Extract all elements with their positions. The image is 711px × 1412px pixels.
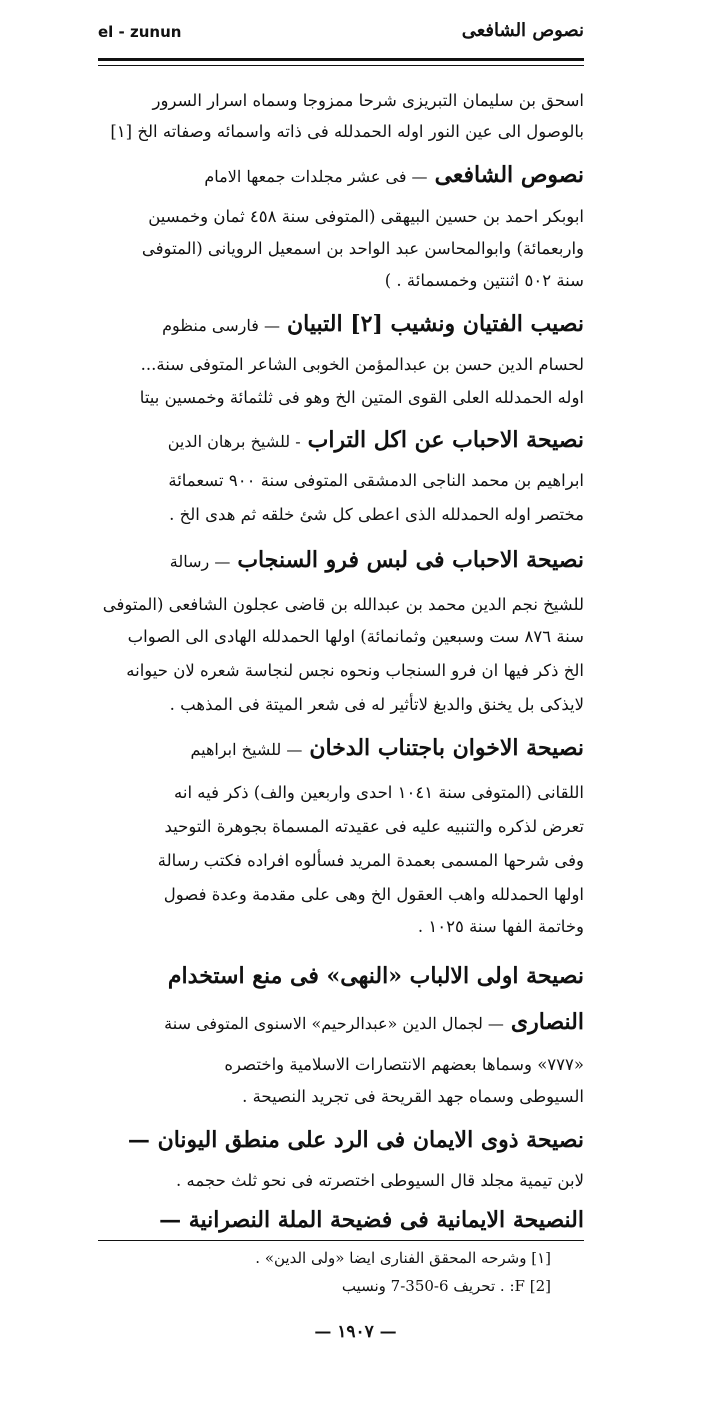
entry-title-rest: - للشيخ برهان الدين [167, 432, 301, 451]
entry-title: نصيحة الاخوان باجتناب الدخان [309, 735, 584, 761]
text-line: لابن تيمية مجلد قال السيوطى اختصرته فى نحو ثلث حجمه . [176, 1171, 584, 1190]
entry-title-rest: — لجمال الدين «عبدالرحيم» الاسنوى المتوفى سنة [164, 1014, 504, 1033]
text-line: تعرض لذكره والتنبيه عليه فى عقيدته المسماة بجوهرة التوحيد [164, 817, 584, 836]
entry-title: نصيحة الاحباب فى لبس فرو السنجاب [237, 547, 584, 573]
text-line: اسحق بن سليمان التبريزى شرحا ممزوجا وسماه اسرار السرور [152, 91, 584, 110]
footnote: [١] وشرحه المحقق الفنارى ايضا «ولى الدين» . [255, 1249, 551, 1267]
text-line: سنة ٥٠٢ اثنتين وخمسمائة . ) [384, 271, 584, 290]
entry-title: نصيحة الاحباب عن اكل التراب [307, 427, 584, 453]
text-line: اولها الحمدلله واهب العقول الخ وهى على مقدمة وعدة فصول [163, 885, 584, 904]
entry-title: النصيحة الايمانية فى فضيحة الملة النصرانية — [159, 1207, 584, 1233]
text-line: بالوصول الى عين النور اوله الحمدلله فى ذاته واسمائه وصفاته الخ [١] [110, 122, 584, 141]
entry-heading [98, 1120, 584, 1160]
footnote-mark: [2] [529, 1277, 551, 1295]
text-line: وخاتمة الفها سنة ١٠٢٥ . [417, 917, 584, 936]
entry-heading [98, 420, 584, 460]
entry-heading [98, 540, 584, 580]
entry-title: نصيحة ذوى الايمان فى الرد على منطق اليونان — [127, 1127, 584, 1153]
entry-title-rest: — رسالة [169, 552, 231, 571]
entry-title-rest: — للشيخ ابراهيم [190, 740, 303, 759]
text-line: الخ ذكر فيها ان فرو السنجاب ونحوه نجس لنجاسة شعره لان حيوانه [126, 661, 584, 680]
footnote [342, 1274, 551, 1298]
running-head-left: el - zunun [98, 23, 182, 41]
text-line: لحسام الدين حسن بن عبدالمؤمن الخوبى الشاعر المتوفى سنة... [140, 355, 584, 374]
entry-heading [98, 728, 584, 768]
text-line: ابوبكر احمد بن حسين البيهقى (المتوفى سنة ٤٥٨ ثمان وخمسين [148, 207, 584, 226]
entry-heading [98, 304, 584, 344]
text-line: «٧٧٧» وسماها بعضهم الانتصارات الاسلامية واختصره [224, 1055, 584, 1074]
footnote-text: . تحريف 6-350-7 ونسيب [341, 1277, 505, 1295]
text-line: مختصر اوله الحمدلله الذى اعطى كل شئ خلقه ثم هدى الخ . [169, 505, 584, 524]
entry-title: نصيب الفتيان ونشيب [٢] التبيان [286, 311, 584, 337]
entry-title-rest: — فارسى منظوم [162, 316, 280, 335]
text-line: السيوطى وسماه جهد القريحة فى تجريد النصيحة . [242, 1087, 584, 1106]
entry-title: نصيحة اولى الالباب «النهى» فى منع استخدام [167, 963, 584, 989]
entry-heading [98, 1200, 584, 1240]
text-line: اوله الحمدلله العلى القوى المتين الخ وهو فى ثلثمائة وخمسين بيتا [139, 388, 584, 407]
text-line: واربعمائة) وابوالمحاسن عبد الواحد بن اسمعيل الرويانى (المتوفى [141, 239, 584, 258]
entry-heading [98, 1002, 584, 1042]
text-line: اللقانى (المتوفى سنة ١٠٤١ احدى واربعين والف) ذكر فيه انه [174, 783, 584, 802]
header-rule-thin [98, 65, 584, 66]
text-line: للشيخ نجم الدين محمد بن عبدالله بن قاضى عجلون الشافعى (المتوفى [102, 595, 584, 614]
footnote-rule [98, 1240, 584, 1241]
text-line: ابراهيم بن محمد الناجى الدمشقى المتوفى سنة ٩٠٠ تسعمائة [168, 471, 584, 490]
page-header [98, 20, 584, 46]
entry-title-rest: — فى عشر مجلدات جمعها الامام [204, 167, 428, 186]
footnote-ref: F: [509, 1277, 525, 1295]
entry-heading [98, 956, 584, 996]
entry-title: النصارى [510, 1009, 584, 1035]
entry-title: نصوص الشافعى [434, 162, 584, 188]
entry-heading [98, 155, 584, 195]
header-rule-thick [98, 58, 584, 61]
running-head-right: نصوص الشافعى [461, 20, 584, 41]
text-line: وفى شرحها المسمى بعمدة المريد فسألوه افراده فكتب رسالة [157, 851, 584, 870]
text-line: لايذكى بل يخنق والدبغ لاتأثير له فى شعر الميتة فى المذهب . [169, 695, 584, 714]
page-number: — ١٩٠٧ — [314, 1322, 397, 1342]
text-line: سنة ٨٧٦ ست وسبعين وثمانمائة) اولها الحمدلله الهادى الى الصواب [127, 627, 584, 646]
